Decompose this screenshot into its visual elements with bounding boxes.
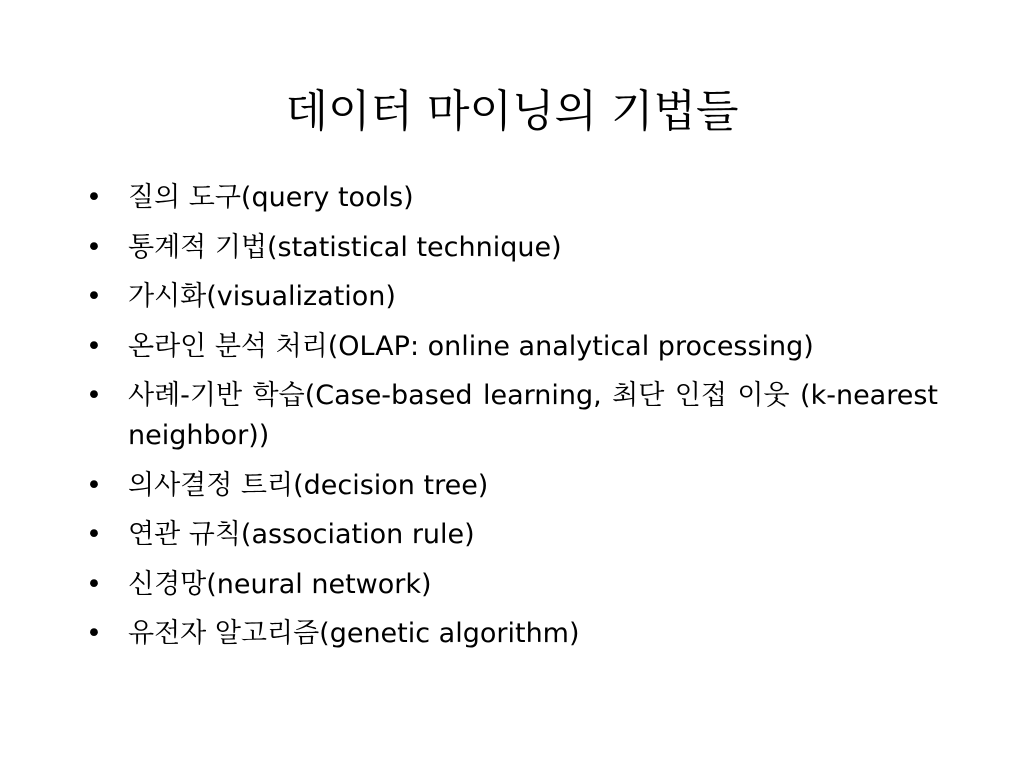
list-item [86,327,938,367]
list-item [86,376,938,456]
bullet-icon: • [86,568,102,600]
bullet-icon: • [86,231,102,263]
bullet-icon: • [86,330,102,362]
list-item [86,466,938,506]
bullet-icon: • [86,469,102,501]
bullet-text: 가시화(visualization) [128,281,396,312]
bullet-text: 의사결정 트리(decision tree) [128,469,489,501]
bullet-icon: • [86,281,102,312]
bullet-list [86,178,938,664]
list-item [86,178,938,218]
list-item [86,565,938,605]
slide-title: 데이터 마이닝의 기법들 [285,86,739,137]
bullet-text: 통계적 기법(statistical technique) [128,231,562,263]
bullet-text: 온라인 분석 처리(OLAP: online analytical processing) [128,330,814,362]
bullet-text: 질의 도구(query tools) [128,182,414,213]
bullet-text: 신경망(neural network) [128,568,432,600]
bullet-text: 사례-기반 학습(Case-based learning, 최단 인접 이웃 (k-nearest neighbor)) [128,380,938,451]
bullet-icon: • [86,519,102,550]
bullet-text: 연관 규칙(association rule) [128,519,475,550]
list-item [86,277,938,317]
bullet-icon: • [86,618,102,649]
bullet-icon: • [86,182,102,213]
list-item [86,228,938,268]
list-item [86,515,938,555]
list-item [86,614,938,654]
bullet-icon: • [86,380,102,411]
bullet-text: 유전자 알고리즘(genetic algorithm) [128,618,580,649]
